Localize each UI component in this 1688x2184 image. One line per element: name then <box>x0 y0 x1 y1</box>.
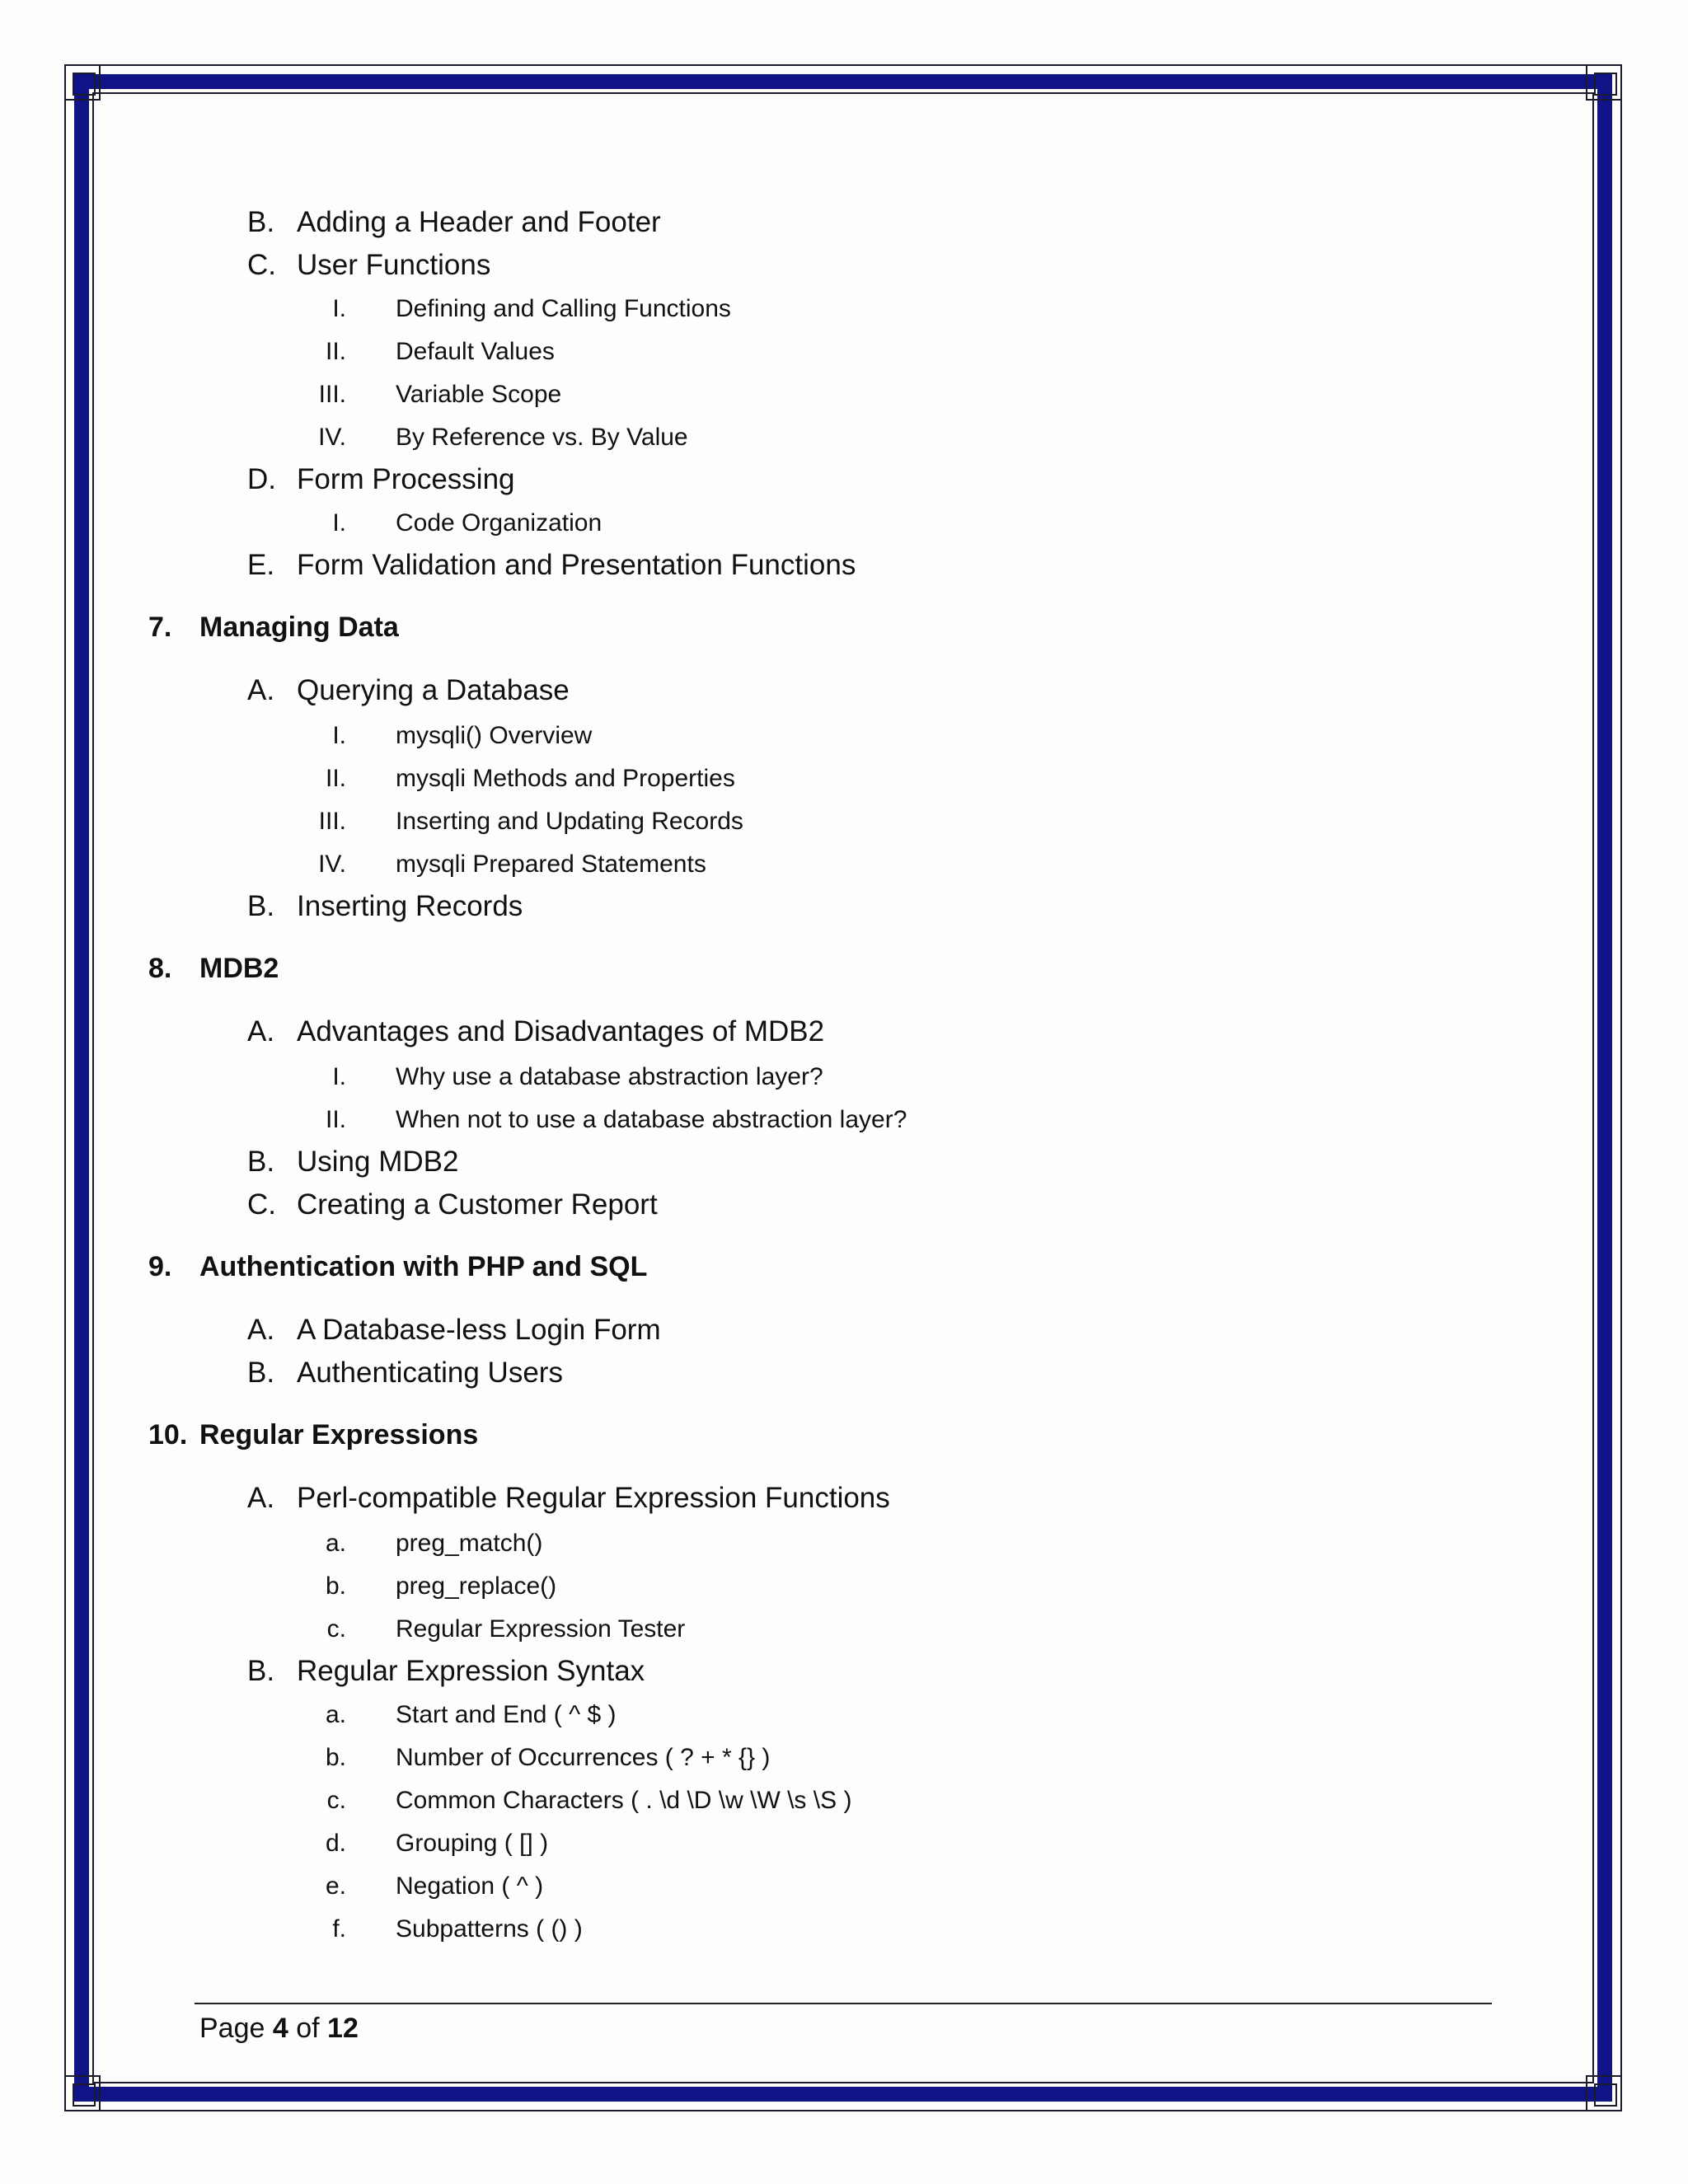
subtopic-item <box>313 851 706 879</box>
list-marker: I. <box>332 509 346 537</box>
list-marker: C. <box>247 1188 276 1221</box>
list-item-text: Inserting and Updating Records <box>396 808 743 835</box>
subtopic-item <box>313 722 592 750</box>
topic-item <box>247 249 490 282</box>
list-item-text: preg_match() <box>396 1530 543 1557</box>
subtopic-item <box>313 295 731 323</box>
list-marker: A. <box>247 1482 275 1514</box>
subtopic-item <box>313 1106 907 1134</box>
border-corner-ornament <box>1586 64 1622 101</box>
subtopic-item <box>313 1744 770 1772</box>
list-item-text: User Functions <box>297 249 491 281</box>
list-marker: b. <box>325 1744 346 1771</box>
list-item-text: Default Values <box>396 338 555 365</box>
list-marker: I. <box>332 722 346 749</box>
subtopic-item <box>313 1701 617 1729</box>
list-item-text: By Reference vs. By Value <box>396 424 688 451</box>
border-corner-ornament <box>64 64 101 101</box>
list-marker: 7. <box>148 612 172 643</box>
list-item-text: Code Organization <box>396 509 603 537</box>
topic-item <box>247 1655 645 1688</box>
list-marker: a. <box>325 1530 346 1557</box>
list-marker: D. <box>247 463 276 495</box>
subtopic-item <box>313 1830 548 1858</box>
list-item-text: Subpatterns ( () ) <box>396 1915 583 1943</box>
subtopic-item <box>313 424 688 452</box>
topic-item <box>247 1357 563 1390</box>
topic-item <box>247 1015 824 1048</box>
list-marker: III. <box>318 808 346 835</box>
subtopic-item <box>313 1615 685 1643</box>
list-marker: B. <box>247 206 275 238</box>
list-marker: B. <box>247 1655 275 1687</box>
list-item-text: Grouping ( [] ) <box>396 1830 549 1857</box>
footer-page-number: 4 <box>272 2013 288 2044</box>
footer-of: of <box>288 2013 328 2044</box>
list-marker: E. <box>247 549 275 581</box>
list-item-text: Adding a Header and Footer <box>297 206 661 238</box>
list-item-text: MDB2 <box>199 953 279 984</box>
section-heading <box>148 953 279 985</box>
list-item-text: Regular Expressions <box>199 1419 479 1451</box>
section-heading <box>148 1419 478 1451</box>
topic-item <box>247 1146 458 1179</box>
subtopic-item <box>313 1787 851 1815</box>
list-marker: II. <box>325 1106 346 1133</box>
section-heading <box>148 612 399 644</box>
list-item-text: Regular Expression Syntax <box>297 1655 645 1687</box>
list-marker: II. <box>325 765 346 792</box>
topic-item <box>247 1188 658 1221</box>
list-item-text: Querying a Database <box>297 674 570 706</box>
list-item-text: Variable Scope <box>396 381 562 408</box>
list-marker: A. <box>247 1015 275 1047</box>
list-marker: b. <box>325 1572 346 1600</box>
list-item-text: Perl-compatible Regular Expression Functions <box>297 1482 890 1514</box>
subtopic-item <box>313 381 561 409</box>
border-corner-ornament <box>1586 2075 1622 2111</box>
list-item-text: When not to use a database abstraction layer? <box>396 1106 907 1133</box>
topic-item <box>247 549 856 582</box>
list-item-text: Start and End ( ^ $ ) <box>396 1701 617 1728</box>
list-item-text: Inserting Records <box>297 890 523 922</box>
topic-item <box>247 890 523 923</box>
list-marker: A. <box>247 1314 275 1346</box>
list-item-text: A Database-less Login Form <box>297 1314 661 1346</box>
footer-page-total: 12 <box>327 2013 359 2044</box>
list-item-text: Negation ( ^ ) <box>396 1872 544 1900</box>
list-item-text: Common Characters ( . \d \D \w \W \s \S ) <box>396 1787 852 1814</box>
list-item-text: Authenticating Users <box>297 1357 563 1389</box>
subtopic-item <box>313 1572 556 1601</box>
list-marker: c. <box>326 1615 346 1643</box>
list-marker: IV. <box>318 851 346 878</box>
list-marker: B. <box>247 1146 275 1178</box>
list-marker: III. <box>318 381 346 408</box>
list-item-text: Defining and Calling Functions <box>396 295 731 322</box>
list-marker: B. <box>247 890 275 922</box>
list-marker: e. <box>325 1872 346 1900</box>
page-footer <box>199 2013 359 2045</box>
list-marker: a. <box>325 1701 346 1728</box>
list-marker: C. <box>247 249 276 281</box>
footer-divider <box>195 2003 1492 2004</box>
list-item-text: Number of Occurrences ( ? + * {} ) <box>396 1744 771 1771</box>
footer-prefix: Page <box>199 2013 273 2044</box>
subtopic-item <box>313 808 743 836</box>
topic-item <box>247 1482 890 1515</box>
section-heading <box>148 1251 647 1283</box>
list-marker: 9. <box>148 1251 172 1282</box>
list-item-text: Creating a Customer Report <box>297 1188 658 1221</box>
list-marker: c. <box>326 1787 346 1814</box>
list-item-text: Using MDB2 <box>297 1146 459 1178</box>
list-marker: 10. <box>148 1419 188 1451</box>
list-item-text: Advantages and Disadvantages of MDB2 <box>297 1015 825 1047</box>
list-marker: B. <box>247 1357 275 1389</box>
list-item-text: mysqli Prepared Statements <box>396 851 706 878</box>
subtopic-item <box>313 765 735 793</box>
list-marker: f. <box>332 1915 346 1943</box>
subtopic-item <box>313 1530 542 1558</box>
list-marker: IV. <box>318 424 346 451</box>
topic-item <box>247 463 515 496</box>
list-item-text: Form Processing <box>297 463 515 495</box>
list-marker: A. <box>247 674 275 706</box>
border-corner-ornament <box>64 2075 101 2111</box>
subtopic-item <box>313 1915 583 1943</box>
list-marker: II. <box>325 338 346 365</box>
topic-item <box>247 206 661 239</box>
subtopic-item <box>313 338 555 366</box>
list-item-text: Regular Expression Tester <box>396 1615 686 1643</box>
list-marker: 8. <box>148 953 172 984</box>
subtopic-item <box>313 509 602 537</box>
list-marker: d. <box>325 1830 346 1857</box>
list-item-text: Why use a database abstraction layer? <box>396 1063 823 1090</box>
list-item-text: Form Validation and Presentation Functions <box>297 549 856 581</box>
list-marker: I. <box>332 1063 346 1090</box>
list-marker: I. <box>332 295 346 322</box>
list-item-text: Managing Data <box>199 612 399 643</box>
list-item-text: mysqli() Overview <box>396 722 593 749</box>
list-item-text: mysqli Methods and Properties <box>396 765 735 792</box>
list-item-text: Authentication with PHP and SQL <box>199 1251 648 1282</box>
list-item-text: preg_replace() <box>396 1572 557 1600</box>
topic-item <box>247 674 570 707</box>
subtopic-item <box>313 1872 543 1900</box>
topic-item <box>247 1314 661 1347</box>
subtopic-item <box>313 1063 823 1091</box>
